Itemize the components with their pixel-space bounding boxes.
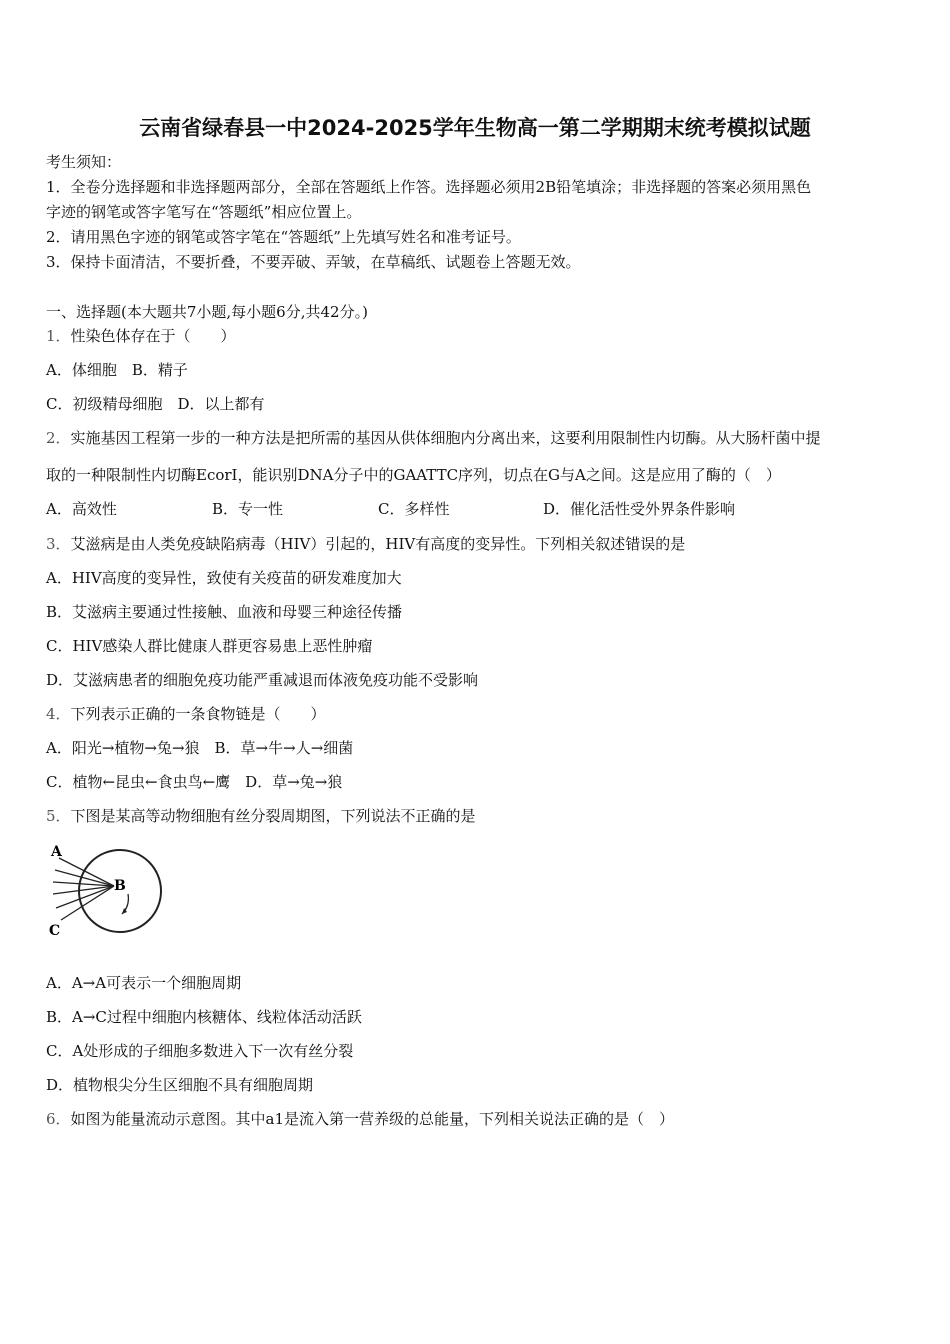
q2-option-a: A．高效性 bbox=[46, 500, 117, 518]
question-3 bbox=[46, 534, 685, 554]
q3-option-a: A．HIV高度的变异性，致使有关疫苗的研发难度加大 bbox=[46, 569, 402, 587]
notice-item-2: 2．请用黑色字迹的钢笔或答字笔在“答题纸”上先填写姓名和准考证号。 bbox=[46, 228, 521, 246]
q1-options-line-2: C．初级精母细胞 D．以上都有 bbox=[46, 395, 265, 413]
question-number: 2． bbox=[46, 429, 71, 447]
notice-heading: 考生须知： bbox=[46, 153, 122, 171]
question-stem: 性染色体存在于（ ） bbox=[70, 327, 236, 345]
label-b: B bbox=[114, 878, 126, 894]
question-stem: 实施基因工程第一步的一种方法是把所需的基因从供体细胞内分离出来，这要利用限制性内切酶。从大肠杆菌中提 bbox=[70, 429, 821, 447]
question-number: 5． bbox=[46, 807, 71, 825]
q2-option-b: B．专一性 bbox=[212, 500, 284, 518]
question-stem: 下列表示正确的一条食物链是（ ） bbox=[70, 705, 326, 723]
q5-option-c: C．A处形成的子细胞多数进入下一次有丝分裂 bbox=[46, 1042, 354, 1060]
question-number: 4． bbox=[46, 705, 71, 723]
q4-options-line-1: A．阳光→植物→兔→狼 B．草→牛→人→细菌 bbox=[46, 739, 354, 757]
q4-options-line-2: C．植物←昆虫←食虫鸟←鹰 D．草→兔→狼 bbox=[46, 773, 343, 791]
question-2-cont: 取的一种限制性内切酶EcorI，能识别DNA分子中的GAATTC序列，切点在G与A之间。这是应用了酶的（ ） bbox=[46, 466, 781, 484]
page-title: 云南省绿春县一中2024-2025学年生物高一第二学期期末统考模拟试题 bbox=[139, 116, 811, 140]
notice-item-1: 1．全卷分选择题和非选择题两部分，全部在答题纸上作答。选择题必须用2B铅笔填涂；非选择题的答案必须用黑色 bbox=[46, 178, 812, 196]
q5-option-a: A．A→A可表示一个细胞周期 bbox=[46, 974, 242, 992]
q3-option-b: B．艾滋病主要通过性接触、血液和母婴三种途径传播 bbox=[46, 603, 403, 621]
question-stem: 艾滋病是由人类免疫缺陷病毒（HIV）引起的，HIV有高度的变异性。下列相关叙述错误的是 bbox=[70, 535, 686, 553]
q5-option-b: B．A→C过程中细胞内核糖体、线粒体活动活跃 bbox=[46, 1008, 362, 1026]
question-1 bbox=[46, 326, 236, 346]
q1-options-line-1: A．体细胞 B．精子 bbox=[46, 361, 188, 379]
notice-item-1-cont: 字迹的钢笔或答字笔写在“答题纸”相应位置上。 bbox=[46, 203, 362, 221]
question-5 bbox=[46, 806, 476, 826]
q2-option-d: D．催化活性受外界条件影响 bbox=[543, 500, 736, 518]
label-c: C bbox=[49, 923, 61, 939]
q3-option-d: D．艾滋病患者的细胞免疫功能严重减退而体液免疫功能不受影响 bbox=[46, 671, 479, 689]
question-number: 1． bbox=[46, 327, 71, 345]
question-6 bbox=[46, 1109, 674, 1129]
q5-option-d: D．植物根尖分生区细胞不具有细胞周期 bbox=[46, 1076, 314, 1094]
question-stem: 下图是某高等动物细胞有丝分裂周期图，下列说法不正确的是 bbox=[70, 807, 476, 825]
question-stem: 如图为能量流动示意图。其中a1是流入第一营养级的总能量，下列相关说法正确的是（ ） bbox=[70, 1110, 675, 1128]
question-number: 6． bbox=[46, 1110, 71, 1128]
section-heading: 一、选择题(本大题共7小题,每小题6分,共42分。) bbox=[46, 303, 368, 321]
label-a: A bbox=[51, 844, 62, 860]
q3-option-c: C．HIV感染人群比健康人群更容易患上恶性肿瘤 bbox=[46, 637, 373, 655]
ray-line bbox=[59, 858, 114, 886]
q2-option-c: C．多样性 bbox=[378, 500, 450, 518]
question-number: 3． bbox=[46, 535, 71, 553]
question-4 bbox=[46, 704, 326, 724]
question-2 bbox=[46, 428, 821, 448]
notice-item-3: 3．保持卡面清洁，不要折叠，不要弄破、弄皱，在草稿纸、试题卷上答题无效。 bbox=[46, 253, 581, 271]
cell-cycle-diagram bbox=[44, 838, 174, 948]
